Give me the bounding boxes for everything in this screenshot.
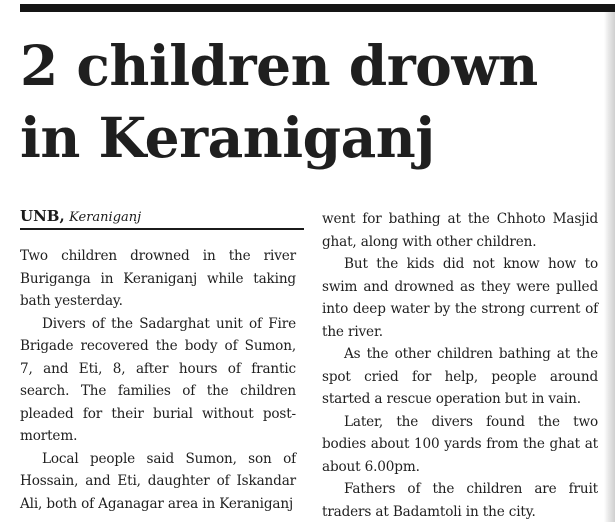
paragraph: Divers of the Sadarghat unit of Fire Brigade recovered the body of Sumon, 7, and Eti, 8, after hours of frantic search. The families of the children pleaded for their burial without post-mortem. <box>20 315 296 444</box>
top-rule <box>20 4 615 12</box>
paragraph: But the kids did not know how to swim and drowned as they were pulled into deep water by the strong current of the river. <box>322 256 598 340</box>
byline-agency: UNB, <box>20 207 65 225</box>
byline-place: Keraniganj <box>69 210 142 225</box>
byline-rule <box>20 228 304 230</box>
paragraph: went for bathing at the Chhoto Masjid ghat, along with other children. <box>322 211 598 250</box>
byline <box>20 206 300 228</box>
paragraph: Fathers of the children are fruit traders at Badamtoli in the city. <box>322 481 598 520</box>
paragraph: Two children drowned in the river Buriganga in Keraniganj while taking bath yesterday. <box>20 248 296 309</box>
paragraph: As the other children bathing at the spot cried for help, people around started a rescue operation but in vain. <box>322 346 598 407</box>
paragraph: Later, the divers found the two bodies about 100 yards from the ghat at about 6.00pm. <box>322 413 598 475</box>
headline: 2 children drown in Keraniganj <box>20 33 538 170</box>
paragraph: Local people said Sumon, son of Hossain, and Eti, daughter of Iskandar Ali, both of Aganagar area in Keraniganj <box>20 450 296 512</box>
article-column-left <box>20 245 296 515</box>
article-column-right <box>322 208 598 523</box>
